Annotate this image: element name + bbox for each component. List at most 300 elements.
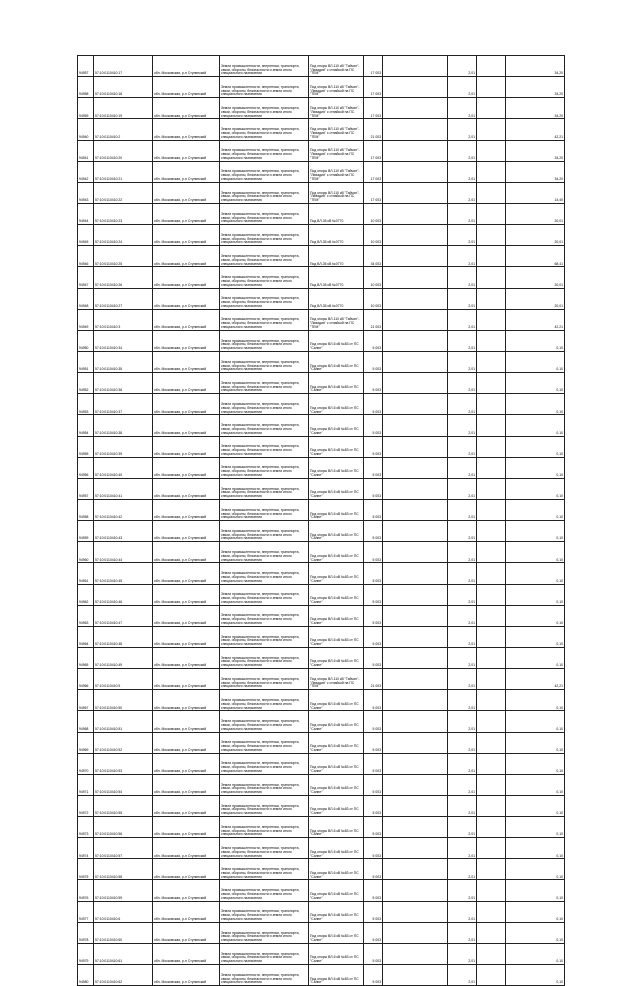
value-cell xyxy=(477,351,506,372)
value-cell xyxy=(383,119,448,140)
value-cell xyxy=(477,77,506,98)
permitted-use-cell: Под опоры ВЛ-110 кВ "Тайчин"-"Ливадия" с отпайкой на ПС "ТЕМ" xyxy=(309,56,364,77)
table-row xyxy=(78,203,565,224)
area-cell: 5 003 xyxy=(364,901,383,922)
land-category-cell: Земли промышленности, энергетики, транспорта, связи, обороны, безопасности и земли иного специального назначения xyxy=(220,288,309,309)
table-row xyxy=(78,711,565,732)
table-row xyxy=(78,246,565,267)
area-cell: 5 003 xyxy=(364,838,383,859)
land-category-cell: Земли промышленности, энергетики, транспорта, связи, обороны, безопасности и земли иного специального назначения xyxy=(220,267,309,288)
area-cell: 5 003 xyxy=(364,647,383,668)
table-row xyxy=(78,436,565,457)
rate-cell: 2,01 xyxy=(448,56,477,77)
area-cell: 5 003 xyxy=(364,457,383,478)
cadastral-number-cell: 57:10:0110410:50 xyxy=(94,690,153,711)
total-cell: 20,01 xyxy=(506,267,565,288)
area-cell: 5 003 xyxy=(364,394,383,415)
address-cell: обл. Московская, р-н Ступинский xyxy=(153,647,220,668)
permitted-use-cell: Под опоры ВЛ-6 кВ №83 от ПС "Салют" xyxy=(309,521,364,542)
rate-cell: 2,01 xyxy=(448,98,477,119)
rate-cell: 2,01 xyxy=(448,140,477,161)
value-cell xyxy=(383,647,448,668)
land-category-cell: Земли промышленности, энергетики, транспорта, связи, обороны, безопасности и земли иного специального назначения xyxy=(220,563,309,584)
table-row xyxy=(78,605,565,626)
cadastral-number-cell: 57:10:0110410:60 xyxy=(94,922,153,943)
value-cell xyxy=(477,753,506,774)
total-cell: 34,20 xyxy=(506,98,565,119)
address-cell: обл. Московская, р-н Ступинский xyxy=(153,161,220,182)
area-cell: 17 003 xyxy=(364,77,383,98)
area-cell: 5 003 xyxy=(364,880,383,901)
row-id-cell: 94951 xyxy=(78,351,94,372)
permitted-use-cell: Под ВЛ-35 кВ №0770 xyxy=(309,246,364,267)
value-cell xyxy=(477,965,506,986)
land-category-cell: Земли промышленности, энергетики, транспорта, связи, обороны, безопасности и земли иного специального назначения xyxy=(220,753,309,774)
area-cell: 5 003 xyxy=(364,774,383,795)
table-row xyxy=(78,182,565,203)
total-cell: 0,10 xyxy=(506,584,565,605)
cadastral-number-cell: 57:10:0110410:23 xyxy=(94,203,153,224)
address-cell: обл. Московская, р-н Ступинский xyxy=(153,140,220,161)
row-id-cell: 94950 xyxy=(78,330,94,351)
land-category-cell: Земли промышленности, энергетики, транспорта, связи, обороны, безопасности и земли иного специального назначения xyxy=(220,478,309,499)
table-row xyxy=(78,838,565,859)
row-id-cell: 94946 xyxy=(78,246,94,267)
rate-cell: 2,01 xyxy=(448,563,477,584)
row-id-cell: 94980 xyxy=(78,965,94,986)
row-id-cell: 94962 xyxy=(78,584,94,605)
value-cell xyxy=(383,774,448,795)
row-id-cell: 94960 xyxy=(78,542,94,563)
rate-cell: 2,01 xyxy=(448,711,477,732)
land-category-cell: Земли промышленности, энергетики, транспорта, связи, обороны, безопасности и земли иного специального назначения xyxy=(220,880,309,901)
value-cell xyxy=(383,859,448,880)
permitted-use-cell: Под ВЛ-35 кВ №0770 xyxy=(309,203,364,224)
address-cell: обл. Московская, р-н Ступинский xyxy=(153,901,220,922)
value-cell xyxy=(477,119,506,140)
area-cell: 17 003 xyxy=(364,56,383,77)
row-id-cell: 94953 xyxy=(78,394,94,415)
address-cell: обл. Московская, р-н Ступинский xyxy=(153,373,220,394)
table-row xyxy=(78,351,565,372)
row-id-cell: 94952 xyxy=(78,373,94,394)
table-row xyxy=(78,225,565,246)
total-cell: 0,10 xyxy=(506,838,565,859)
address-cell: обл. Московская, р-н Ступинский xyxy=(153,119,220,140)
row-id-cell: 94975 xyxy=(78,859,94,880)
permitted-use-cell: Под опоры ВЛ-6 кВ №83 от ПС "Салют" xyxy=(309,795,364,816)
land-category-cell: Земли промышленности, энергетики, транспорта, связи, обороны, безопасности и земли иного специального назначения xyxy=(220,225,309,246)
area-cell: 10 003 xyxy=(364,203,383,224)
area-cell: 5 003 xyxy=(364,330,383,351)
table-row xyxy=(78,880,565,901)
row-id-cell: 94954 xyxy=(78,415,94,436)
value-cell xyxy=(477,267,506,288)
permitted-use-cell: Под опоры ВЛ-6 кВ №83 от ПС "Салют" xyxy=(309,499,364,520)
permitted-use-cell: Под ВЛ-35 кВ №0770 xyxy=(309,267,364,288)
value-cell xyxy=(477,647,506,668)
value-cell xyxy=(383,817,448,838)
land-category-cell: Земли промышленности, энергетики, транспорта, связи, обороны, безопасности и земли иного специального назначения xyxy=(220,351,309,372)
cadastral-number-cell: 57:10:0110410:24 xyxy=(94,225,153,246)
rate-cell: 2,01 xyxy=(448,647,477,668)
land-category-cell: Земли промышленности, энергетики, транспорта, связи, обороны, безопасности и земли иного специального назначения xyxy=(220,394,309,415)
cadastral-number-cell: 57:10:0110410:59 xyxy=(94,880,153,901)
address-cell: обл. Московская, р-н Ступинский xyxy=(153,711,220,732)
total-cell: 0,10 xyxy=(506,330,565,351)
area-cell: 5 003 xyxy=(364,351,383,372)
row-id-cell: 94971 xyxy=(78,774,94,795)
address-cell: обл. Московская, р-н Ступинский xyxy=(153,415,220,436)
address-cell: обл. Московская, р-н Ступинский xyxy=(153,943,220,964)
cadastral-number-cell: 57:10:0110410:53 xyxy=(94,753,153,774)
land-category-cell: Земли промышленности, энергетики, транспорта, связи, обороны, безопасности и земли иного специального назначения xyxy=(220,309,309,330)
table-row xyxy=(78,499,565,520)
land-category-cell: Земли промышленности, энергетики, транспорта, связи, обороны, безопасности и земли иного специального назначения xyxy=(220,605,309,626)
value-cell xyxy=(477,288,506,309)
total-cell: 0,10 xyxy=(506,690,565,711)
row-id-cell: 94973 xyxy=(78,817,94,838)
row-id-cell: 94943 xyxy=(78,182,94,203)
value-cell xyxy=(477,732,506,753)
value-cell xyxy=(383,499,448,520)
total-cell: 0,10 xyxy=(506,817,565,838)
value-cell xyxy=(383,943,448,964)
address-cell: обл. Московская, р-н Ступинский xyxy=(153,669,220,690)
address-cell: обл. Московская, р-н Ступинский xyxy=(153,309,220,330)
value-cell xyxy=(383,838,448,859)
permitted-use-cell: Под опоры ВЛ-6 кВ №83 от ПС "Салют" xyxy=(309,901,364,922)
cadastral-number-cell: 57:10:0110410:18 xyxy=(94,77,153,98)
cadastral-number-cell: 57:10:0110410:44 xyxy=(94,542,153,563)
value-cell xyxy=(383,415,448,436)
cadastral-number-cell: 57:10:0110410:37 xyxy=(94,394,153,415)
value-cell xyxy=(477,309,506,330)
table-row xyxy=(78,542,565,563)
document-sheet xyxy=(77,55,563,986)
value-cell xyxy=(383,225,448,246)
permitted-use-cell: Под опоры ВЛ-6 кВ №83 от ПС "Салют" xyxy=(309,605,364,626)
rate-cell: 2,01 xyxy=(448,394,477,415)
row-id-cell: 94969 xyxy=(78,732,94,753)
land-category-cell: Земли промышленности, энергетики, транспорта, связи, обороны, безопасности и земли иного специального назначения xyxy=(220,542,309,563)
row-id-cell: 94944 xyxy=(78,203,94,224)
permitted-use-cell: Под опоры ВЛ-6 кВ №83 от ПС "Салют" xyxy=(309,711,364,732)
row-id-cell: 94957 xyxy=(78,478,94,499)
address-cell: обл. Московская, р-н Ступинский xyxy=(153,98,220,119)
total-cell: 0,10 xyxy=(506,521,565,542)
rate-cell: 2,01 xyxy=(448,225,477,246)
address-cell: обл. Московская, р-н Ступинский xyxy=(153,563,220,584)
value-cell xyxy=(477,182,506,203)
cadastral-number-cell: 57:10:0110410:21 xyxy=(94,161,153,182)
permitted-use-cell: Под опоры ВЛ-6 кВ №83 от ПС "Салют" xyxy=(309,647,364,668)
land-category-cell: Земли промышленности, энергетики, транспорта, связи, обороны, безопасности и земли иного специального назначения xyxy=(220,901,309,922)
permitted-use-cell: Под опоры ВЛ-6 кВ №83 от ПС "Салют" xyxy=(309,838,364,859)
cadastral-number-cell: 57:10:0110410:27 xyxy=(94,288,153,309)
permitted-use-cell: Под опоры ВЛ-6 кВ №83 от ПС "Салют" xyxy=(309,732,364,753)
total-cell: 14,40 xyxy=(506,182,565,203)
rate-cell: 2,01 xyxy=(448,605,477,626)
area-cell: 5 003 xyxy=(364,436,383,457)
row-id-cell: 94958 xyxy=(78,77,94,98)
row-id-cell: 94958 xyxy=(78,499,94,520)
area-cell: 5 003 xyxy=(364,711,383,732)
rate-cell: 2,01 xyxy=(448,542,477,563)
value-cell xyxy=(383,626,448,647)
cadastral-number-cell: 57:10:0110410:46 xyxy=(94,584,153,605)
land-category-cell: Земли промышленности, энергетики, транспорта, связи, обороны, безопасности и земли иного специального назначения xyxy=(220,584,309,605)
cadastral-number-cell: 57:10:0110410:62 xyxy=(94,965,153,986)
row-id-cell: 94970 xyxy=(78,753,94,774)
row-id-cell: 94968 xyxy=(78,711,94,732)
value-cell xyxy=(477,394,506,415)
total-cell: 0,10 xyxy=(506,626,565,647)
rate-cell: 2,01 xyxy=(448,521,477,542)
land-category-cell: Земли промышленности, энергетики, транспорта, связи, обороны, безопасности и земли иного специального назначения xyxy=(220,965,309,986)
address-cell: обл. Московская, р-н Ступинский xyxy=(153,77,220,98)
land-category-cell: Земли промышленности, энергетики, транспорта, связи, обороны, безопасности и земли иного специального назначения xyxy=(220,817,309,838)
value-cell xyxy=(477,457,506,478)
table-row xyxy=(78,478,565,499)
row-id-cell: 94961 xyxy=(78,563,94,584)
land-category-cell: Земли промышленности, энергетики, транспорта, связи, обороны, безопасности и земли иного специального назначения xyxy=(220,246,309,267)
cadastral-number-cell: 57:10:0110410:39 xyxy=(94,436,153,457)
table-row xyxy=(78,817,565,838)
land-category-cell: Земли промышленности, энергетики, транспорта, связи, обороны, безопасности и земли иного специального назначения xyxy=(220,161,309,182)
area-cell: 21 003 xyxy=(364,119,383,140)
value-cell xyxy=(477,880,506,901)
value-cell xyxy=(477,225,506,246)
land-category-cell: Земли промышленности, энергетики, транспорта, связи, обороны, безопасности и земли иного специального назначения xyxy=(220,373,309,394)
address-cell: обл. Московская, р-н Ступинский xyxy=(153,584,220,605)
land-category-cell: Земли промышленности, энергетики, транспорта, связи, обороны, безопасности и земли иного специального назначения xyxy=(220,669,309,690)
area-cell: 5 003 xyxy=(364,415,383,436)
address-cell: обл. Московская, р-н Ступинский xyxy=(153,965,220,986)
total-cell: 0,10 xyxy=(506,457,565,478)
permitted-use-cell: Под опоры ВЛ-6 кВ №83 от ПС "Салют" xyxy=(309,774,364,795)
land-category-cell: Земли промышленности, энергетики, транспорта, связи, обороны, безопасности и земли иного специального назначения xyxy=(220,140,309,161)
cadastral-number-cell: 57:10:0110410:20 xyxy=(94,140,153,161)
permitted-use-cell: Под опоры ВЛ-6 кВ №83 от ПС "Салют" xyxy=(309,478,364,499)
permitted-use-cell: Под опоры ВЛ-6 кВ №83 от ПС "Салют" xyxy=(309,817,364,838)
value-cell xyxy=(383,880,448,901)
total-cell: 0,10 xyxy=(506,605,565,626)
land-category-cell: Земли промышленности, энергетики, транспорта, связи, обороны, безопасности и земли иного специального назначения xyxy=(220,838,309,859)
area-cell: 10 003 xyxy=(364,225,383,246)
table-row xyxy=(78,415,565,436)
total-cell: 0,10 xyxy=(506,563,565,584)
total-cell: 0,10 xyxy=(506,922,565,943)
permitted-use-cell: Под опоры ВЛ-6 кВ №83 от ПС "Салют" xyxy=(309,394,364,415)
row-id-cell: 94948 xyxy=(78,288,94,309)
total-cell: 68,41 xyxy=(506,246,565,267)
table-row xyxy=(78,669,565,690)
row-id-cell: 94972 xyxy=(78,795,94,816)
total-cell: 0,10 xyxy=(506,965,565,986)
address-cell: обл. Московская, р-н Ступинский xyxy=(153,330,220,351)
row-id-cell: 94977 xyxy=(78,901,94,922)
total-cell: 0,10 xyxy=(506,859,565,880)
total-cell: 34,20 xyxy=(506,56,565,77)
cadastral-number-cell: 57:10:0110410:42 xyxy=(94,499,153,520)
land-category-cell: Земли промышленности, энергетики, транспорта, связи, обороны, безопасности и земли иного специального назначения xyxy=(220,119,309,140)
rate-cell: 2,01 xyxy=(448,373,477,394)
row-id-cell: 94964 xyxy=(78,626,94,647)
value-cell xyxy=(383,965,448,986)
value-cell xyxy=(383,394,448,415)
address-cell: обл. Московская, р-н Ступинский xyxy=(153,478,220,499)
permitted-use-cell: Под опоры ВЛ-6 кВ №83 от ПС "Салют" xyxy=(309,584,364,605)
value-cell xyxy=(477,161,506,182)
value-cell xyxy=(477,521,506,542)
row-id-cell: 94956 xyxy=(78,457,94,478)
cadastral-number-cell: 57:10:0110410:26 xyxy=(94,267,153,288)
cadastral-number-cell: 57:10:0110410:55 xyxy=(94,795,153,816)
value-cell xyxy=(477,563,506,584)
cadastral-number-cell: 57:10:0110410:52 xyxy=(94,732,153,753)
row-id-cell: 94955 xyxy=(78,436,94,457)
permitted-use-cell: Под опоры ВЛ-6 кВ №83 от ПС "Салют" xyxy=(309,563,364,584)
row-id-cell: 94957 xyxy=(78,56,94,77)
total-cell: 0,10 xyxy=(506,647,565,668)
rate-cell: 2,01 xyxy=(448,774,477,795)
land-category-cell: Земли промышленности, энергетики, транспорта, связи, обороны, безопасности и земли иного специального назначения xyxy=(220,943,309,964)
land-category-cell: Земли промышленности, энергетики, транспорта, связи, обороны, безопасности и земли иного специального назначения xyxy=(220,922,309,943)
row-id-cell: 94945 xyxy=(78,225,94,246)
table-row xyxy=(78,267,565,288)
area-cell: 5 003 xyxy=(364,626,383,647)
address-cell: обл. Московская, р-н Ступинский xyxy=(153,246,220,267)
row-id-cell: 94959 xyxy=(78,98,94,119)
value-cell xyxy=(383,901,448,922)
value-cell xyxy=(383,457,448,478)
cadastral-number-cell: 57:10:0110410:22 xyxy=(94,182,153,203)
value-cell xyxy=(383,267,448,288)
value-cell xyxy=(383,669,448,690)
value-cell xyxy=(383,753,448,774)
permitted-use-cell: Под опоры ВЛ-110 кВ "Тайчин"-"Ливадия" с отпайкой на ПС "ТЕМ" xyxy=(309,119,364,140)
permitted-use-cell: Под опоры ВЛ-6 кВ №83 от ПС "Салют" xyxy=(309,330,364,351)
rate-cell: 2,01 xyxy=(448,584,477,605)
area-cell: 5 003 xyxy=(364,859,383,880)
cadastral-number-cell: 57:10:0110410:51 xyxy=(94,711,153,732)
area-cell: 5 003 xyxy=(364,542,383,563)
land-category-cell: Земли промышленности, энергетики, транспорта, связи, обороны, безопасности и земли иного специального назначения xyxy=(220,795,309,816)
table-row xyxy=(78,901,565,922)
permitted-use-cell: Под опоры ВЛ-6 кВ №83 от ПС "Салют" xyxy=(309,351,364,372)
value-cell xyxy=(383,288,448,309)
land-category-cell: Земли промышленности, энергетики, транспорта, связи, обороны, безопасности и земли иного специального назначения xyxy=(220,98,309,119)
value-cell xyxy=(383,182,448,203)
row-id-cell: 94941 xyxy=(78,140,94,161)
table-row xyxy=(78,309,565,330)
cadastral-number-cell: 57:10:0110410:43 xyxy=(94,521,153,542)
value-cell xyxy=(383,309,448,330)
value-cell xyxy=(477,817,506,838)
area-cell: 5 003 xyxy=(364,373,383,394)
permitted-use-cell: Под опоры ВЛ-6 кВ №83 от ПС "Салют" xyxy=(309,542,364,563)
rate-cell: 2,01 xyxy=(448,478,477,499)
table-row xyxy=(78,394,565,415)
area-cell: 5 003 xyxy=(364,690,383,711)
area-cell: 5 003 xyxy=(364,605,383,626)
table-row xyxy=(78,373,565,394)
rate-cell: 2,01 xyxy=(448,753,477,774)
land-category-cell: Земли промышленности, энергетики, транспорта, связи, обороны, безопасности и земли иного специального назначения xyxy=(220,415,309,436)
cadastral-number-cell: 57:10:0110410:19 xyxy=(94,98,153,119)
total-cell: 0,10 xyxy=(506,880,565,901)
permitted-use-cell: Под опоры ВЛ-6 кВ №83 от ПС "Салют" xyxy=(309,965,364,986)
value-cell xyxy=(477,542,506,563)
table-row xyxy=(78,626,565,647)
rate-cell: 2,01 xyxy=(448,351,477,372)
total-cell: 20,01 xyxy=(506,225,565,246)
rate-cell: 2,01 xyxy=(448,330,477,351)
value-cell xyxy=(477,838,506,859)
area-cell: 5 003 xyxy=(364,732,383,753)
area-cell: 34 003 xyxy=(364,246,383,267)
total-cell: 0,10 xyxy=(506,478,565,499)
address-cell: обл. Московская, р-н Ступинский xyxy=(153,457,220,478)
address-cell: обл. Московская, р-н Ступинский xyxy=(153,436,220,457)
total-cell: 0,10 xyxy=(506,394,565,415)
cadastral-number-cell: 57:10:0110410:25 xyxy=(94,246,153,267)
value-cell xyxy=(383,436,448,457)
land-category-cell: Земли промышленности, энергетики, транспорта, связи, обороны, безопасности и земли иного специального назначения xyxy=(220,647,309,668)
row-id-cell: 94967 xyxy=(78,690,94,711)
table-row xyxy=(78,774,565,795)
area-cell: 10 003 xyxy=(364,267,383,288)
permitted-use-cell: Под опоры ВЛ-110 кВ "Тайчин"-"Ливадия" с отпайкой на ПС "ТЕМ" xyxy=(309,309,364,330)
permitted-use-cell: Под опоры ВЛ-6 кВ №83 от ПС "Салют" xyxy=(309,922,364,943)
value-cell xyxy=(477,626,506,647)
rate-cell: 2,01 xyxy=(448,161,477,182)
area-cell: 5 003 xyxy=(364,965,383,986)
value-cell xyxy=(477,56,506,77)
rate-cell: 2,01 xyxy=(448,817,477,838)
permitted-use-cell: Под опоры ВЛ-110 кВ "Тайчин"-"Ливадия" с отпайкой на ПС "ТЕМ" xyxy=(309,669,364,690)
area-cell: 5 003 xyxy=(364,563,383,584)
address-cell: обл. Московская, р-н Ступинский xyxy=(153,880,220,901)
value-cell xyxy=(477,901,506,922)
value-cell xyxy=(383,77,448,98)
value-cell xyxy=(477,584,506,605)
table-row xyxy=(78,330,565,351)
value-cell xyxy=(383,542,448,563)
permitted-use-cell: Под опоры ВЛ-110 кВ "Тайчин"-"Ливадия" с отпайкой на ПС "ТЕМ" xyxy=(309,161,364,182)
address-cell: обл. Московская, р-н Ступинский xyxy=(153,605,220,626)
total-cell: 20,01 xyxy=(506,203,565,224)
total-cell: 0,10 xyxy=(506,542,565,563)
row-id-cell: 94976 xyxy=(78,880,94,901)
table-row xyxy=(78,56,565,77)
total-cell: 0,10 xyxy=(506,943,565,964)
cadastral-number-cell: 57:10:0110410:45 xyxy=(94,563,153,584)
value-cell xyxy=(383,584,448,605)
table-row xyxy=(78,732,565,753)
value-cell xyxy=(383,732,448,753)
rate-cell: 2,01 xyxy=(448,415,477,436)
total-cell: 0,10 xyxy=(506,499,565,520)
land-parcels-table xyxy=(77,55,565,986)
address-cell: обл. Московская, р-н Ступинский xyxy=(153,203,220,224)
permitted-use-cell: Под опоры ВЛ-6 кВ №83 от ПС "Салют" xyxy=(309,690,364,711)
value-cell xyxy=(477,140,506,161)
permitted-use-cell: Под опоры ВЛ-6 кВ №83 от ПС "Салют" xyxy=(309,753,364,774)
land-category-cell: Земли промышленности, энергетики, транспорта, связи, обороны, безопасности и земли иного специального назначения xyxy=(220,499,309,520)
total-cell: 42,21 xyxy=(506,669,565,690)
